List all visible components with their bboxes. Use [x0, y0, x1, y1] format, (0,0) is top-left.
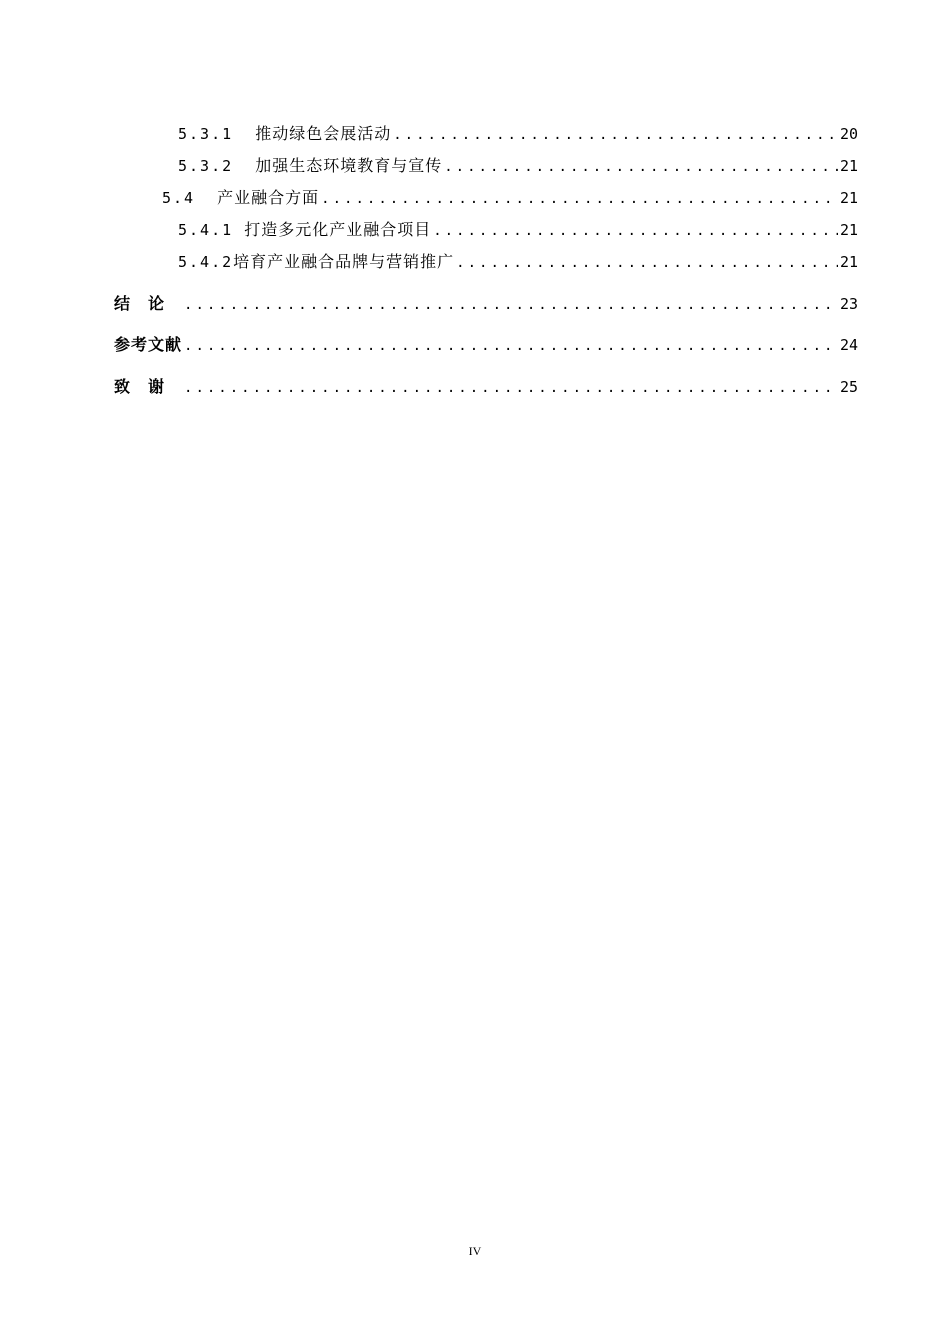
- toc-entry-number: 5.4.1: [178, 221, 245, 239]
- toc-entry-title: 打造多元化产业融合项目: [244, 220, 432, 239]
- toc-entry-page: 23: [839, 295, 858, 313]
- toc-entry-number: 5.4: [162, 189, 218, 207]
- toc-entry-page: 25: [839, 378, 858, 396]
- toc-entry-page: 21: [839, 157, 858, 175]
- toc-entry-title: 培育产业融合品牌与营销推广: [233, 252, 455, 271]
- toc-dot-leader: [184, 296, 838, 314]
- toc-entry[interactable]: [178, 120, 858, 144]
- toc-entry[interactable]: [178, 248, 858, 272]
- toc-entry[interactable]: [114, 331, 858, 355]
- toc-dot-leader: [433, 222, 838, 240]
- toc-entry-number: 5.4.2: [178, 253, 234, 271]
- toc-entry[interactable]: [178, 152, 858, 176]
- toc-entry[interactable]: [114, 373, 858, 397]
- table-of-contents: [0, 0, 950, 420]
- toc-entry-page: 24: [839, 336, 858, 354]
- toc-entry-page: 20: [839, 125, 858, 143]
- toc-entry-title: 加强生态环境教育与宣传: [255, 156, 443, 175]
- toc-entry-title: 推动绿色会展活动: [255, 124, 392, 143]
- toc-entry[interactable]: [178, 216, 858, 240]
- toc-entry[interactable]: [162, 184, 858, 208]
- toc-entry-page: 21: [839, 189, 858, 207]
- toc-dot-leader: [184, 379, 838, 397]
- toc-entry-title: 致谢: [114, 377, 183, 396]
- toc-dot-leader: [444, 158, 838, 176]
- toc-entry-title: 产业融合方面: [217, 188, 320, 207]
- toc-entry-page: 21: [839, 253, 858, 271]
- toc-dot-leader: [184, 337, 838, 355]
- toc-entry-title: 结论: [114, 294, 183, 313]
- toc-dot-leader: [393, 126, 838, 144]
- toc-entry-title: 参考文献: [114, 335, 183, 354]
- toc-entry-number: 5.3.2: [178, 157, 256, 175]
- toc-entry[interactable]: [114, 290, 858, 314]
- page-number: IV: [468, 1244, 482, 1258]
- toc-entry-page: 21: [839, 221, 858, 239]
- toc-dot-leader: [456, 254, 838, 272]
- toc-entry-number: 5.3.1: [178, 125, 256, 143]
- toc-dot-leader: [321, 190, 838, 208]
